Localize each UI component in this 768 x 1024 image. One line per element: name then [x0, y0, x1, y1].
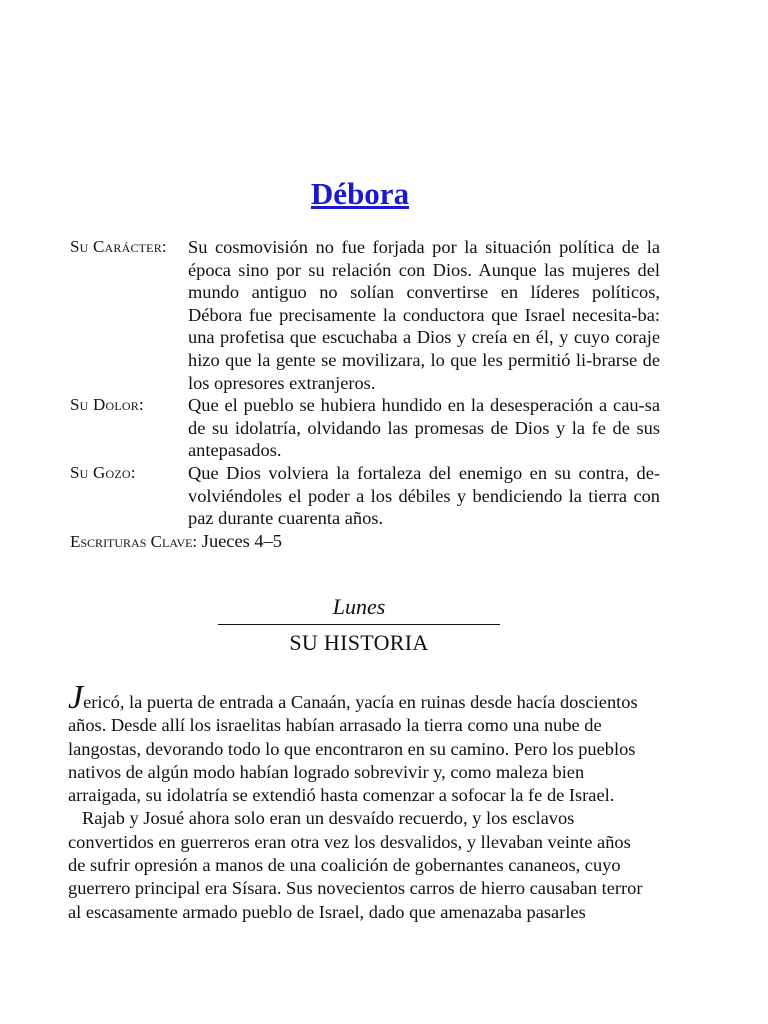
page-title[interactable]: Débora	[310, 176, 410, 211]
story-paragraph	[68, 679, 648, 807]
story-body	[68, 679, 648, 924]
sorrow-row	[70, 394, 660, 462]
story-paragraph-1-text: ericó, la puerta de entrada a Canaán, yacía en ruinas desde hacía doscientos años. Desde allí los israelitas habían arrasado la tierra como una nube de langostas, devorando todo lo que encontraron en su camino. Pero los pueblos nativos de algún modo habían logrado sobrevivir y, como maleza bien arraigada, su idolatría se extendió hasta comenzar a sofocar la fe de Israel.	[68, 692, 638, 806]
section-heading: SU HISTORIA	[289, 630, 429, 655]
sorrow-label: Su Dolor:	[70, 395, 144, 415]
key-scriptures-row	[70, 530, 660, 554]
character-row	[70, 236, 660, 394]
story-paragraph-2: Rajab y Josué ahora solo eran un desvaído recuerdo, y los esclavos convertidos en guerreros eran otra vez los desvalidos, y llevaban veinte años de sufrir opresión a manos de una coalición de gobernantes cananeos, cuyo guerrero principal era Sísara. Sus novecientos carros de hierro causaban terror al escasamente armado pueblo de Israel, dado que amenazaba pasarles	[68, 808, 643, 922]
profile-block	[70, 236, 660, 553]
joy-row	[70, 462, 660, 530]
joy-label: Su Gozo:	[70, 462, 136, 482]
key-scriptures-label: Escrituras Clave:	[70, 531, 198, 551]
section-divider	[218, 624, 500, 625]
key-scriptures-text: Jueces 4–5	[201, 530, 282, 551]
drop-cap: J	[68, 679, 84, 716]
character-label: Su Carácter:	[70, 237, 167, 256]
joy-text: Que Dios volviera la fortaleza del enemigo en su contra, de-volviéndoles el poder a los débiles y bendiciendo la tierra con paz durante cuarenta años.	[188, 462, 660, 529]
sorrow-text: Que el pueblo se hubiera hundido en la desesperación a cau-sa de su idolatría, olvidando las promesas de Dios y la fe de sus antepasados.	[188, 395, 660, 461]
day-label: Lunes	[332, 594, 386, 619]
character-text: Su cosmovisión no fue forjada por la situación política de la época sino por su relación con Dios. Aunque las mujeres del mundo antiguo no solían convertirse en líderes políticos, Débora fue precisamente la conductora que Israel necesita-ba: una profetisa que escuchaba a Dios y creía en él, y cuyo coraje hizo que la gente se movilizara, lo que les permitió li-brarse de los opresores extranjeros.	[188, 237, 660, 393]
